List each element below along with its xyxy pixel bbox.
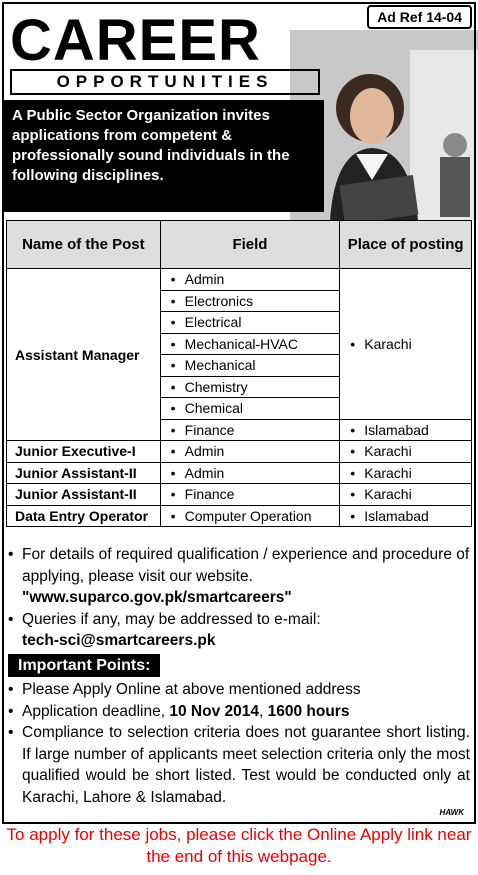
details-note: • For details of required qualification / experience and procedure of applying, please visit our website. [8, 544, 470, 587]
field-cell: • Chemistry [160, 376, 340, 398]
header-place: Place of posting [340, 221, 472, 269]
field-cell: • Finance [160, 419, 340, 441]
header-field: Field [160, 221, 340, 269]
field-cell: • Chemical [160, 398, 340, 420]
field-cell: • Mechanical [160, 355, 340, 377]
table-row [7, 441, 472, 463]
ad-reference: Ad Ref 14-04 [367, 5, 472, 29]
place-cell: • Islamabad [340, 419, 472, 441]
field-cell: • Admin [160, 441, 340, 463]
place-cell: • Karachi [340, 269, 472, 420]
field-cell: • Finance [160, 484, 340, 506]
field-cell: • Electrical [160, 312, 340, 334]
compliance-note: • Compliance to selection criteria does not guarantee short listing. If large number of applicants meet selection criteria only the most qualified would be short listed. Test would be conducted only at Karachi, Lahore & Islamabad. [8, 722, 470, 808]
email-link[interactable]: tech-sci@smartcareers.pk [22, 632, 216, 649]
field-cell: • Computer Operation [160, 505, 340, 527]
website-link[interactable]: "www.suparco.gov.pk/smartcareers" [22, 589, 292, 606]
field-cell: • Admin [160, 269, 340, 291]
header-post: Name of the Post [7, 221, 161, 269]
table-header-row [7, 221, 472, 269]
post-cell: Junior Assistant-II [7, 462, 161, 484]
post-assistant-manager: Assistant Manager [7, 269, 161, 441]
place-cell: • Karachi [340, 484, 472, 506]
positions-table [6, 220, 472, 527]
apply-note: • Please Apply Online at above mentioned address [8, 679, 470, 701]
deadline-time: 1600 hours [267, 702, 350, 720]
important-heading: Important Points: [8, 654, 160, 678]
place-cell: • Islamabad [340, 505, 472, 527]
deadline-note: • Application deadline, 10 Nov 2014, 1600 hours [8, 701, 470, 723]
field-cell: • Admin [160, 462, 340, 484]
field-cell: • Electronics [160, 290, 340, 312]
post-cell: Data Entry Operator [7, 505, 161, 527]
table-row [7, 484, 472, 506]
post-cell: Junior Assistant-II [7, 484, 161, 506]
table-row [7, 505, 472, 527]
place-cell: • Karachi [340, 441, 472, 463]
place-cell: • Karachi [340, 462, 472, 484]
page-subtitle: OPPORTUNITIES [10, 69, 320, 95]
field-cell: • Mechanical-HVAC [160, 333, 340, 355]
page-title: CAREER [10, 8, 261, 73]
footer-apply-notice: To apply for these jobs, please click the Online Apply link near the end of this webpage. [6, 825, 472, 866]
intro-text: A Public Sector Organization invites applications from competent & professionally sound individuals in the following disciplines. [4, 100, 324, 212]
table-row [7, 269, 472, 291]
queries-note: • Queries if any, may be addressed to e-mail: [8, 609, 470, 631]
post-cell: Junior Executive-I [7, 441, 161, 463]
hawk-logo: HAWK [439, 808, 464, 817]
deadline-date: 10 Nov 2014 [169, 702, 259, 720]
table-row [7, 462, 472, 484]
notes-section [8, 544, 470, 808]
